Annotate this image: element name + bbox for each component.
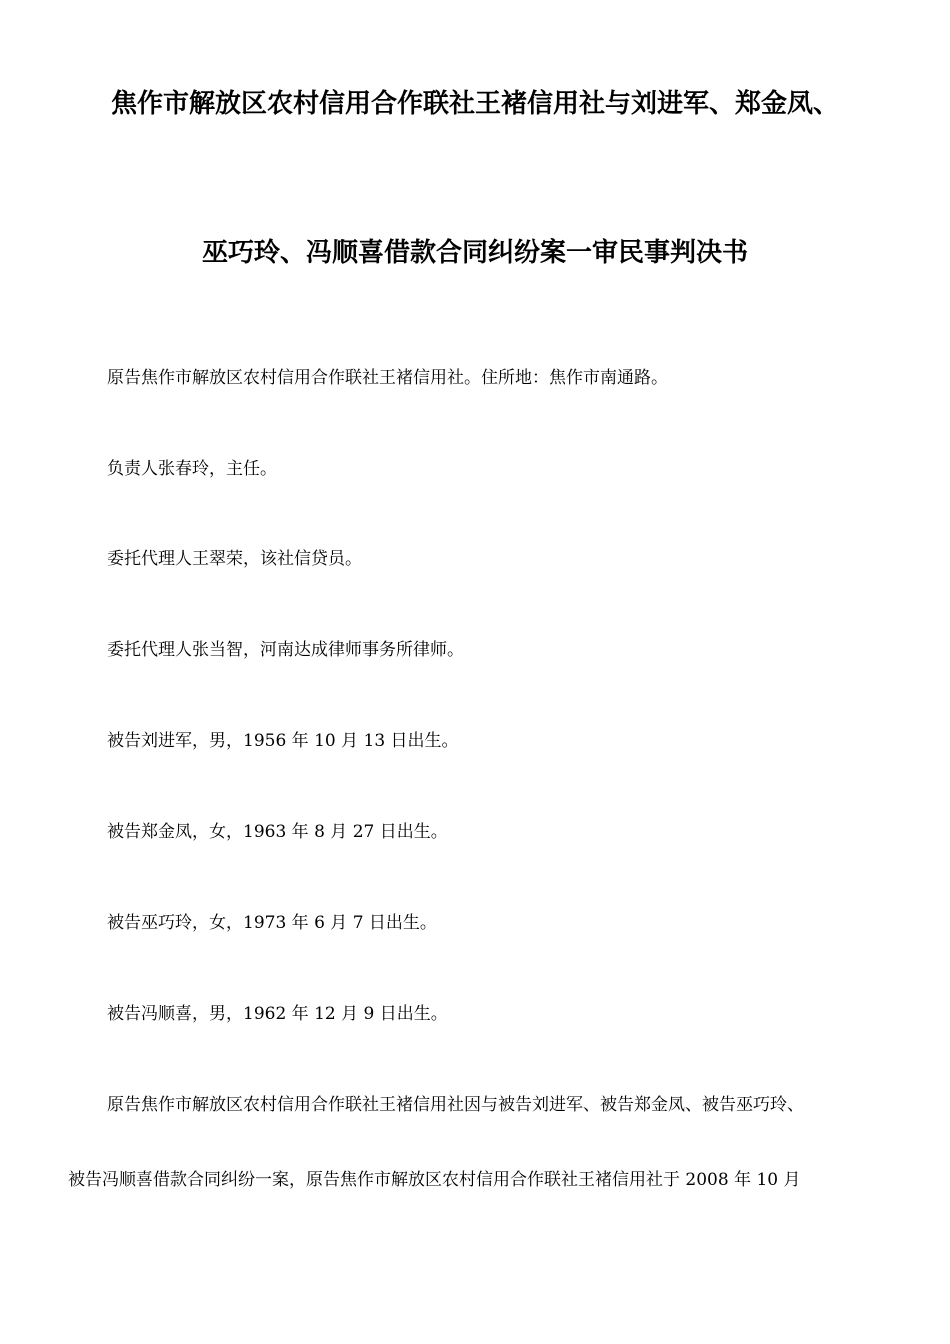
- case-body-line-1: 原告焦作市解放区农村信用合作联社王褚信用社因与被告刘进军、被告郑金凤、被告巫巧玲、: [107, 1095, 804, 1115]
- defendant-2-paragraph: 被告郑金凤，女，1963 年 8 月 27 日出生。: [107, 822, 448, 842]
- responsible-person-paragraph: 负责人张春玲，主任。: [107, 459, 277, 479]
- defendant-1-paragraph: 被告刘进军，男，1956 年 10 月 13 日出生。: [107, 731, 459, 751]
- agent-1-paragraph: 委托代理人王翠荣，该社信贷员。: [107, 549, 362, 569]
- document-title-line-2: 巫巧玲、冯顺喜借款合同纠纷案一审民事判决书: [201, 238, 748, 268]
- document-title-line-1: 焦作市解放区农村信用合作联社王褚信用社与刘进军、郑金凤、: [110, 89, 839, 119]
- case-body-line-2: 被告冯顺喜借款合同纠纷一案，原告焦作市解放区农村信用合作联社王褚信用社于 2008 年 10 月: [68, 1170, 801, 1190]
- plaintiff-paragraph: 原告焦作市解放区农村信用合作联社王褚信用社。住所地：焦作市南通路。: [107, 368, 668, 388]
- agent-2-paragraph: 委托代理人张当智，河南达成律师事务所律师。: [107, 640, 464, 660]
- defendant-4-paragraph: 被告冯顺喜，男，1962 年 12 月 9 日出生。: [107, 1004, 448, 1024]
- defendant-3-paragraph: 被告巫巧玲，女，1973 年 6 月 7 日出生。: [107, 913, 437, 933]
